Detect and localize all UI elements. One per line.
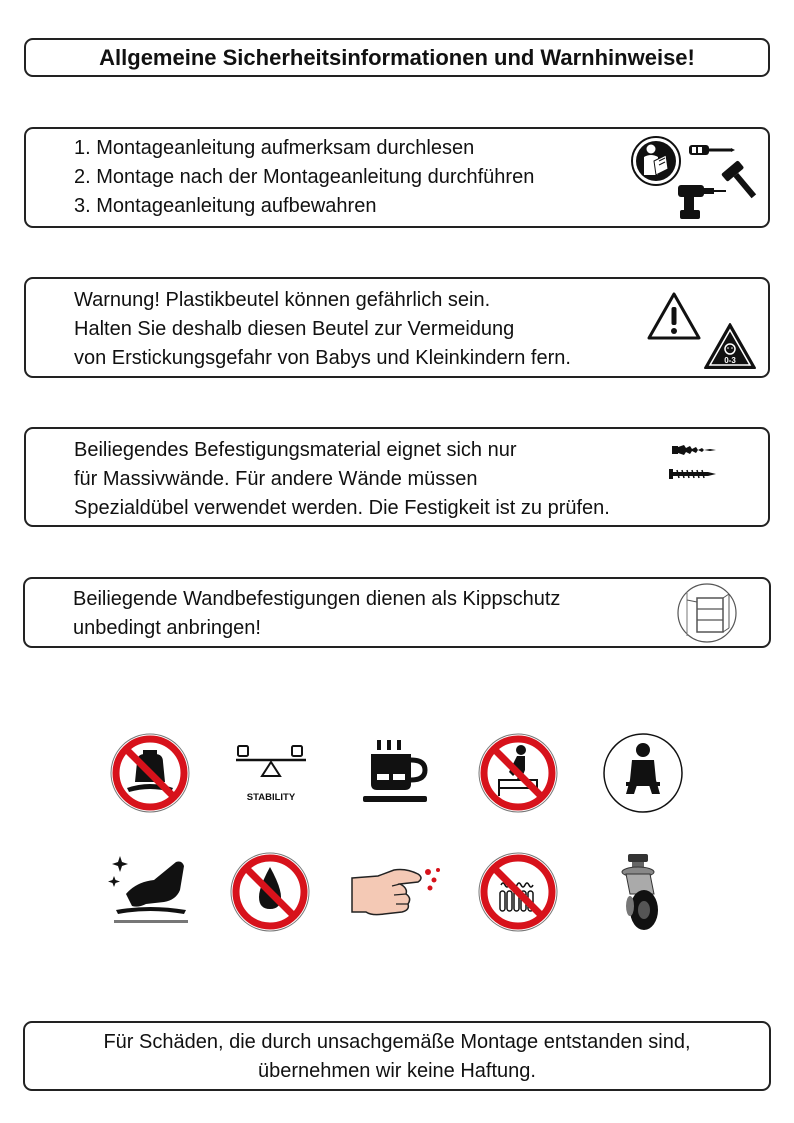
- tip-protection-box: [23, 577, 771, 648]
- no-sitting-icon: [602, 732, 684, 814]
- fastening-line: Spezialdübel verwendet werden. Die Festigkeit ist zu prüfen.: [74, 497, 610, 519]
- tip-protection-line: Beiliegende Wandbefestigungen dienen als Kippschutz: [73, 588, 561, 610]
- screwdriver-icon: [688, 143, 736, 157]
- wall-plug-icon: [670, 443, 718, 457]
- fastening-text: [74, 436, 610, 523]
- tip-protection-line: unbedingt anbringen!: [73, 617, 261, 639]
- no-heavy-load-icon: [109, 732, 191, 814]
- disclaimer-text: [25, 1028, 769, 1086]
- screw-icon: [668, 467, 718, 481]
- wall-anchor-icon: [675, 582, 739, 644]
- fastening-line: für Massivwände. Für andere Wände müssen: [74, 468, 478, 490]
- no-climbing-icon: [477, 732, 559, 814]
- age-badge-label: 0-3: [724, 356, 736, 365]
- page-title-box: [24, 38, 770, 77]
- instructions-box: [24, 127, 770, 228]
- warning-line: von Erstickungsgefahr von Babys und Kleinkindern fern.: [74, 347, 571, 369]
- instruction-item: 2. Montage nach der Montageanleitung durchführen: [74, 166, 535, 188]
- disclaimer-line: übernehmen wir keine Haftung.: [258, 1060, 536, 1082]
- instruction-item: 1. Montageanleitung aufmerksam durchlesen: [74, 137, 475, 159]
- hot-drink-icon: [361, 738, 431, 808]
- read-manual-icon: [630, 135, 682, 187]
- warning-line: Warnung! Plastikbeutel können gefährlich sein.: [74, 289, 491, 311]
- liability-disclaimer-box: [23, 1021, 771, 1091]
- page-title: Allgemeine Sicherheitsinformationen und Warnhinweise!: [99, 45, 695, 70]
- tip-protection-text: [73, 585, 560, 643]
- no-liquid-icon: [229, 851, 311, 933]
- caster-wheel-icon: [614, 852, 670, 934]
- plastic-bag-warning-box: [24, 277, 770, 378]
- no-heat-source-icon: [477, 851, 559, 933]
- warning-line: Halten Sie deshalb diesen Beutel zur Vermeidung: [74, 318, 515, 340]
- age-warning-icon: [702, 321, 758, 371]
- drill-icon: [676, 179, 728, 221]
- stability-label: STABILITY: [246, 792, 296, 803]
- clean-surface-icon: [106, 852, 192, 928]
- warning-text: [74, 286, 571, 373]
- fastening-material-box: [24, 427, 770, 527]
- stability-icon: [232, 742, 312, 808]
- fastening-line: Beiliegendes Befestigungsmaterial eignet sich nur: [74, 439, 517, 461]
- finger-pinch-icon: [348, 862, 446, 922]
- warning-triangle-icon: [646, 291, 702, 341]
- instruction-item: 3. Montageanleitung aufbewahren: [74, 195, 377, 217]
- disclaimer-line: Für Schäden, die durch unsachgemäße Montage entstanden sind,: [103, 1031, 691, 1053]
- instructions-list: [74, 134, 534, 221]
